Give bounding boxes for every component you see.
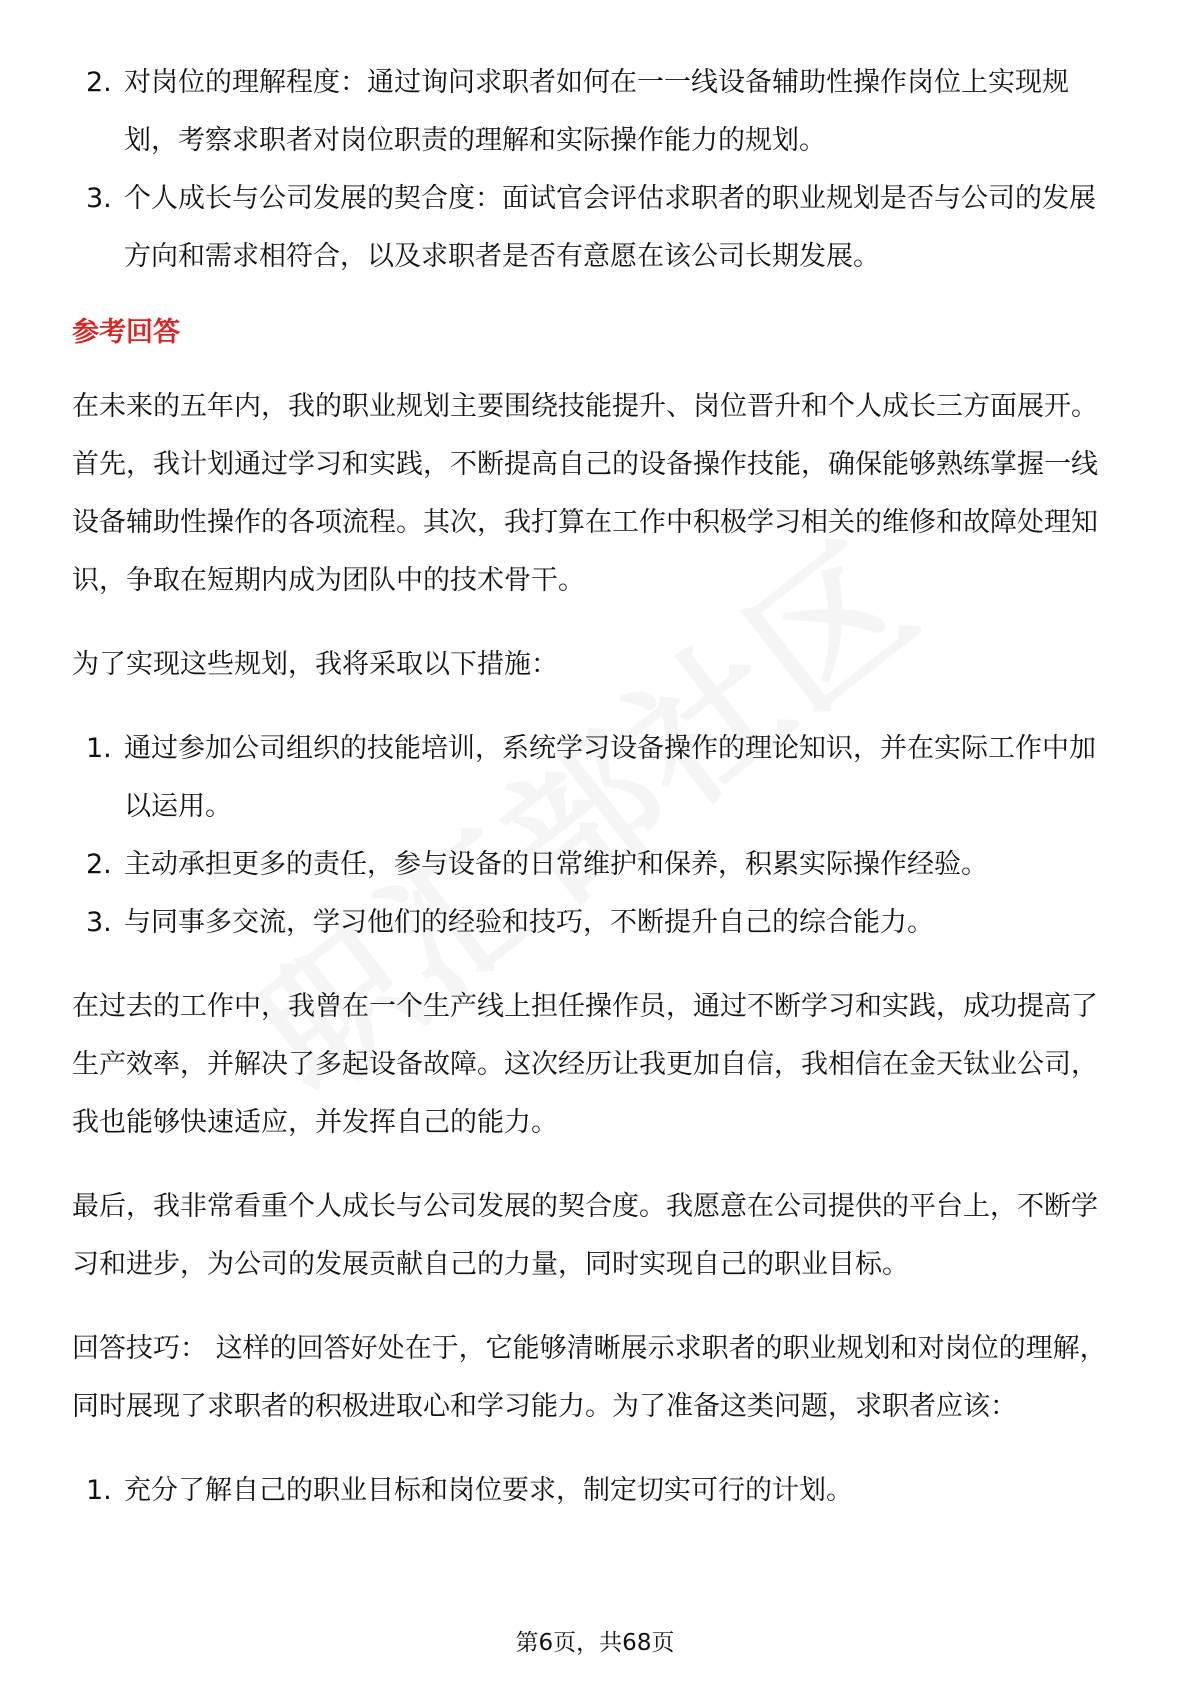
tips-list xyxy=(72,1462,1122,1520)
list-item xyxy=(72,720,1122,836)
section-title: 参考回答 xyxy=(72,317,180,348)
list-item xyxy=(72,894,1122,952)
list-text: 主动承担更多的责任，参与设备的日常维护和保养，积累实际操作经验。 xyxy=(124,849,988,880)
list-text: 对岗位的理解程度：通过询问求职者如何在一一线设备辅助性操作岗位上实现规划，考察求职者对岗位职责的理解和实际操作能力的规划。 xyxy=(124,67,1069,156)
list-number: 2. xyxy=(86,849,112,880)
list-text: 通过参加公司组织的技能培训，系统学习设备操作的理论知识，并在实际工作中加以运用。 xyxy=(124,733,1096,822)
list-number: 3. xyxy=(86,183,112,214)
answer-paragraph-1: 在未来的五年内，我的职业规划主要围绕技能提升、岗位晋升和个人成长三方面展开。首先，我计划通过学习和实践，不断提高自己的设备操作技能，确保能够熟练掌握一线设备辅助性操作的各项流程。其次，我打算在工作中积极学习相关的维修和故障处理知识，争取在短期内成为团队中的技术骨干。 xyxy=(72,391,1098,596)
list-item xyxy=(72,54,1122,170)
list-number: 1. xyxy=(86,733,112,764)
tips-paragraph: 回答技巧： 这样的回答好处在于，它能够清晰展示求职者的职业规划和对岗位的理解，同时展现了求职者的积极进取心和学习能力。为了准备这类问题，求职者应该： xyxy=(72,1333,1107,1422)
document-body xyxy=(72,54,1122,1520)
answer-paragraph-3: 在过去的工作中，我曾在一个生产线上担任操作员，通过不断学习和实践，成功提高了生产效率，并解决了多起设备故障。这次经历让我更加自信，我相信在金天钛业公司，我也能够快速适应，并发挥自己的能力。 xyxy=(72,991,1098,1138)
measures-list xyxy=(72,720,1122,952)
page-footer: 第6页，共68页 xyxy=(515,1630,675,1656)
list-item xyxy=(72,1462,1122,1520)
list-text: 个人成长与公司发展的契合度：面试官会评估求职者的职业规划是否与公司的发展方向和需求相符合，以及求职者是否有意愿在该公司长期发展。 xyxy=(124,183,1096,272)
list-number: 3. xyxy=(86,907,112,938)
list-number: 1. xyxy=(86,1475,112,1506)
list-item xyxy=(72,170,1122,286)
list-item xyxy=(72,836,1122,894)
answer-paragraph-2: 为了实现这些规划，我将采取以下措施： xyxy=(72,649,558,680)
list-text: 充分了解自己的职业目标和岗位要求，制定切实可行的计划。 xyxy=(124,1475,853,1506)
answer-paragraph-4: 最后，我非常看重个人成长与公司发展的契合度。我愿意在公司提供的平台上，不断学习和进步，为公司的发展贡献自己的力量，同时实现自己的职业目标。 xyxy=(72,1191,1098,1280)
list-number: 2. xyxy=(86,67,112,98)
list-text: 与同事多交流，学习他们的经验和技巧，不断提升自己的综合能力。 xyxy=(124,907,934,938)
intro-list xyxy=(72,54,1122,286)
